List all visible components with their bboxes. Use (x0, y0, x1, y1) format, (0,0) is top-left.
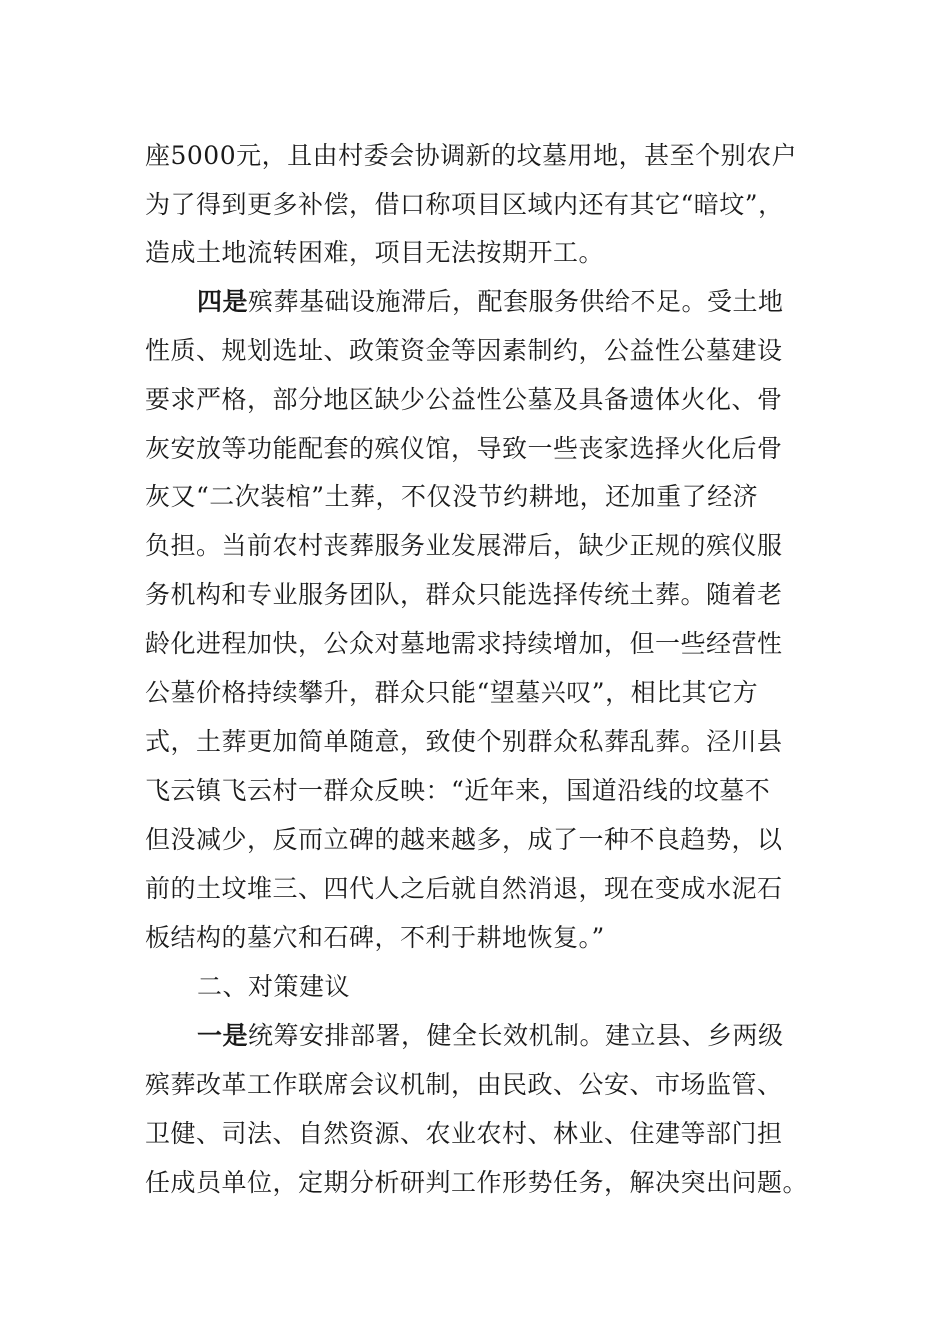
paragraph-2-lead: 四是 (197, 287, 249, 316)
paragraph-2-line: 负担。当前农村丧葬服务业发展滞后，缺少正规的殡仪服 (145, 531, 783, 560)
paragraph-3-line: 殡葬改革工作联席会议机制，由民政、公安、市场监管、 (145, 1070, 783, 1099)
paragraph-3-line: 卫健、司法、自然资源、农业农村、林业、住建等部门担 (145, 1119, 783, 1148)
paragraph-2-line: 式，土葬更加简单随意，致使个别群众私葬乱葬。泾川县 (145, 727, 783, 756)
paragraph-2-first-line (197, 277, 784, 327)
paragraph-3-line: 任成员单位，定期分析研判工作形势任务，解决突出问题。 (145, 1168, 809, 1197)
paragraph-3-first-line-text: 统筹安排部署，健全长效机制。建立县、乡两级 (248, 1021, 784, 1050)
paragraph-1-line-1: 座5000元，且由村委会协调新的坟墓用地，甚至个别农户 (145, 141, 798, 170)
paragraph-1-line-3: 造成土地流转困难，项目无法按期开工。 (145, 238, 605, 267)
paragraph-2-line: 务机构和专业服务团队，群众只能选择传统土葬。随着老 (145, 580, 783, 609)
paragraph-2-line: 飞云镇飞云村一群众反映：“近年来，国道沿线的坟墓不 (145, 776, 771, 805)
paragraph-2-line: 要求严格，部分地区缺少公益性公墓及具备遗体火化、骨 (145, 385, 783, 414)
paragraph-1-line-2: 为了得到更多补偿，借口称项目区域内还有其它“暗坟”， (145, 190, 784, 219)
paragraph-2-line: 但没减少，反而立碑的越来越多，成了一种不良趋势，以 (145, 825, 783, 854)
paragraph-3-first-line (197, 1011, 784, 1061)
paragraph-2-line: 灰安放等功能配套的殡仪馆，导致一些丧家选择火化后骨 (145, 434, 783, 463)
paragraph-2-line: 性质、规划选址、政策资金等因素制约，公益性公墓建设 (145, 336, 783, 365)
paragraph-2-line: 前的土坟堆三、四代人之后就自然消退，现在变成水泥石 (145, 874, 783, 903)
paragraph-2-line: 公墓价格持续攀升，群众只能“望墓兴叹”，相比其它方 (145, 678, 759, 707)
paragraph-2-line: 板结构的墓穴和石碑，不利于耕地恢复。” (145, 923, 605, 952)
paragraph-2-line: 灰又“二次装棺”土葬，不仅没节约耕地，还加重了经济 (145, 482, 759, 511)
section-heading: 二、对策建议 (197, 972, 351, 1001)
paragraph-3-lead: 一是 (197, 1021, 249, 1050)
paragraph-2-line: 龄化进程加快，公众对墓地需求持续增加，但一些经营性 (145, 629, 783, 658)
paragraph-2-first-line-text: 殡葬基础设施滞后，配套服务供给不足。受土地 (248, 287, 784, 316)
